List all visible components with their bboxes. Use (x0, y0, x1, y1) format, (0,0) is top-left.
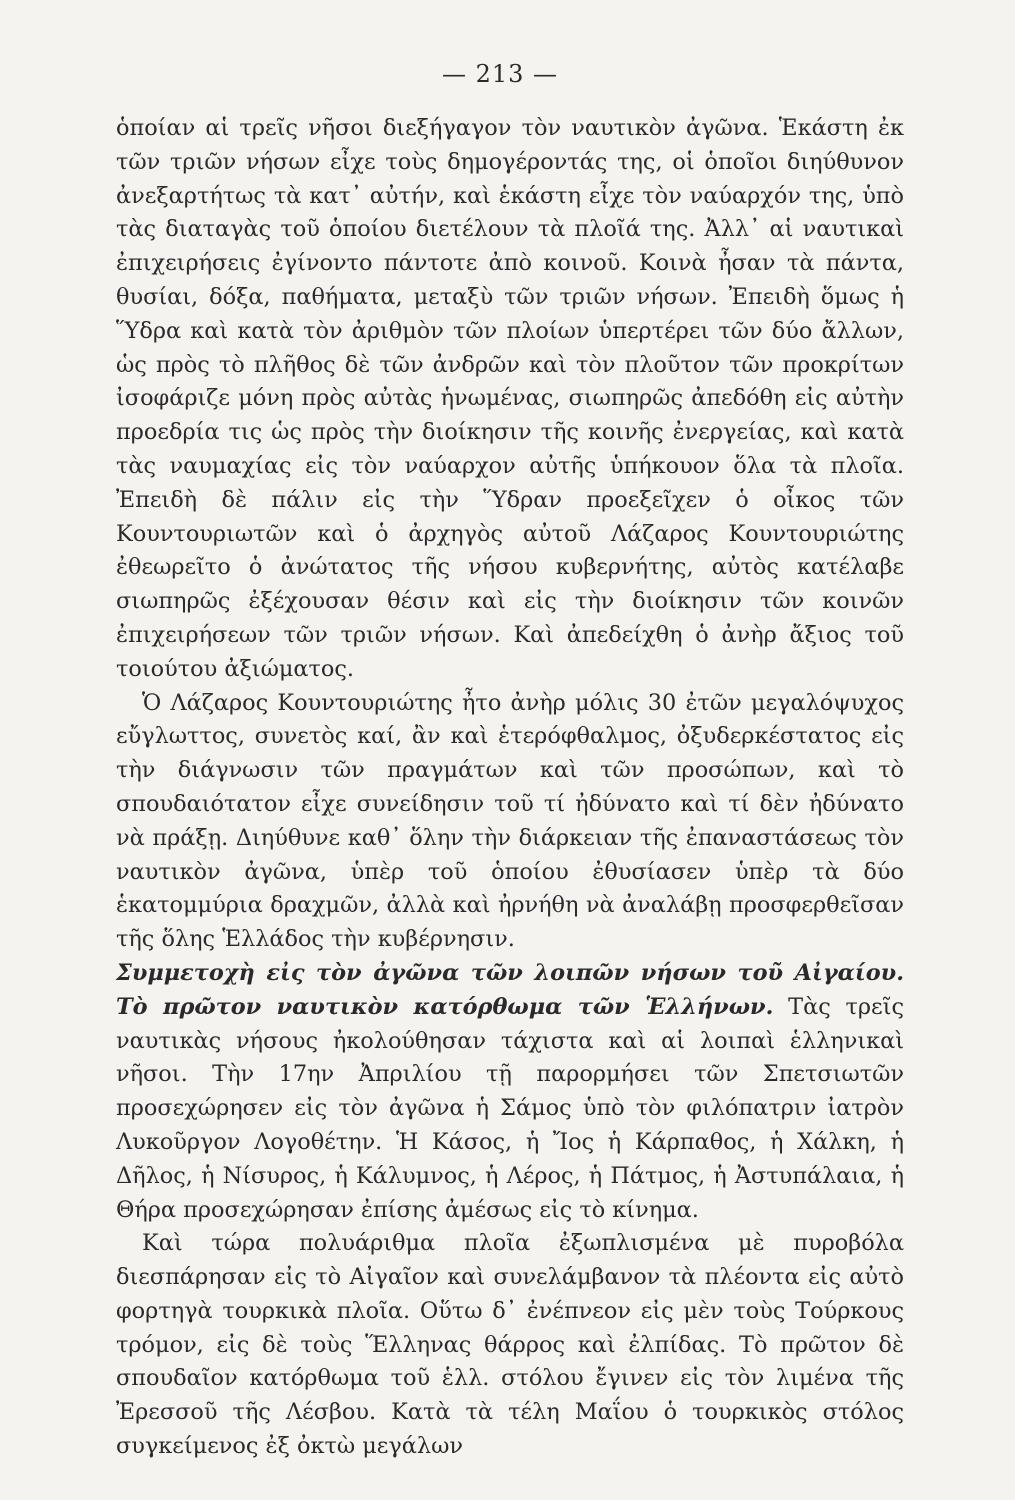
paragraph-3 (116, 957, 904, 1227)
paragraph-2: Ὁ Λάζαρος Κουντουριώτης ἦτο ἀνὴρ μόλις 30 ἐτῶν μεγαλόψυχος εὔγλωττος, συνετὸς καί, ἂν καὶ ἑτερόφθαλμος, ὀξυδερκέστατος εἰς τὴν διάγνωσιν τῶν πραγμάτων καὶ τῶν προσώπων, καὶ τὸ σπουδαιότατον εἶχε συνείδησιν τοῦ τί ἠδύνατο καὶ τί δὲν ἠδύνατο νὰ πράξῃ. Διηύθυνε καθ᾽ ὅλην τὴν διάρκειαν τῆς ἐπαναστάσεως τὸν ναυτικὸν ἀγῶνα, ὑπὲρ τοῦ ὁποίου ἐθυσίασεν ὑπὲρ τὰ δύο ἑκατομμύρια δραχμῶν, ἀλλὰ καὶ ἠρνήθη νὰ ἀναλάβῃ προσφερθεῖσαν τῆς ὅλης Ἑλλάδος τὴν κυβέρνησιν. (116, 689, 904, 953)
section-heading: Συμμετοχὴ εἰς τὸν ἀγῶνα τῶν λοιπῶν νήσων τοῦ Αἰγαίου. Τὸ πρῶτον ναυτικὸν κατόρθωμα τῶν Ἑλλήνων. (116, 959, 904, 1020)
paragraph-1: ὁποίαν αἱ τρεῖς νῆσοι διεξήγαγον τὸν ναυτικὸν ἀγῶνα. Ἑκάστη ἐκ τῶν τριῶν νήσων εἶχε τοὺς δημογέροντάς της, οἱ ὁποῖοι διηύθυνον ἀνεξαρτήτως τὰ κατ᾽ αὐτήν, καὶ ἑκάστη εἶχε τὸν ναύαρχόν της, ὑπὸ τὰς διαταγὰς τοῦ ὁποίου διετέλουν τὰ πλοῖά της. Ἀλλ᾽ αἱ ναυτικαὶ ἐπιχειρήσεις ἐγίνοντο πάντοτε ἀπὸ κοινοῦ. Κοινὰ ἦσαν τὰ πάντα, θυσίαι, δόξα, παθήματα, μεταξὺ τῶν τριῶν νήσων. Ἐπειδὴ ὅμως ἡ Ὕδρα καὶ κατὰ τὸν ἀριθμὸν τῶν πλοίων ὑπερτέρει τῶν δύο ἄλλων, ὡς πρὸς τὸ πλῆθος δὲ τῶν ἀνδρῶν καὶ τὸν πλοῦτον τῶν προκρίτων ἰσοφάριζε μόνη πρὸς αὐτὰς ἡνωμένας, σιωπηρῶς ἀπεδόθη εἰς αὐτὴν προεδρία τις ὡς πρὸς τὴν διοίκησιν τῆς κοινῆς ἐνεργείας, καὶ κατὰ τὰς ναυμαχίας εἰς τὸν ναύαρχον αὐτῆς ὑπήκουον ὅλα τὰ πλοῖα. Ἐπειδὴ δὲ πάλιν εἰς τὴν Ὕδραν προεξεῖχεν ὁ οἶκος τῶν Κουντουριωτῶν καὶ ὁ ἀρχηγὸς αὐτοῦ Λάζαρος Κουντουριώτης ἐθεωρεῖτο ὁ ἀνώτατος τῆς νήσου κυβερνήτης, αὐτὸς κατέλαβε σιωπηρῶς ἐξέχουσαν θέσιν καὶ εἰς τὴν διοίκησιν τῶν κοινῶν ἐπιχειρήσεων τῶν τριῶν νήσων. Καὶ ἀπεδείχθη ὁ ἀνὴρ ἄξιος τοῦ τοιούτου ἀξιώματος. (116, 115, 904, 682)
page-number: — 213 — (441, 60, 559, 88)
paragraph-4: Καὶ τώρα πολυάριθμα πλοῖα ἐξωπλισμένα μὲ πυροβόλα διεσπάρησαν εἰς τὸ Αἰγαῖον καὶ συνελάμβανον τὰ πλέοντα εἰς αὐτὸ φορτηγὰ τουρκικὰ πλοῖα. Οὕτω δ᾽ ἐνέπνεον εἰς μὲν τοὺς Τούρκους τρόμον, εἰς δὲ τοὺς Ἕλληνας θάρρος καὶ ἐλπίδας. Τὸ πρῶτον δὲ σπουδαῖον κατόρθωμα τοῦ ἑλλ. στόλου ἔγινεν εἰς τὸν λιμένα τῆς Ἐρεσσοῦ τῆς Λέσβου. Κατὰ τὰ τέλη Μαΐου ὁ τουρκικὸς στόλος συγκείμενος ἐξ ὀκτὼ μεγάλων (116, 1230, 904, 1460)
body-text (116, 112, 904, 1464)
paragraph-3-text: Τὰς τρεῖς ναυτικὰς νήσους ἠκολούθησαν τάχιστα καὶ αἱ λοιπαὶ ἑλληνικαὶ νῆσοι. Τὴν 17ην Ἀπριλίου τῇ παρορμήσει τῶν Σπετσιωτῶν προσεχώρησεν εἰς τὸν ἀγῶνα ἡ Σάμος ὑπὸ τὸν φιλόπατριν ἰατρὸν Λυκοῦργον Λογοθέτην. Ἡ Κάσος, ἡ Ἴος ἡ Κάρπαθος, ἡ Χάλκη, ἡ Δῆλος, ἡ Νίσυρος, ἡ Κάλυμνος, ἡ Λέρος, ἡ Πάτμος, ἡ Ἀστυπάλαια, ἡ Θήρα προσεχώρησαν ἐπίσης ἀμέσως εἰς τὸ κίνημα. (116, 993, 904, 1223)
